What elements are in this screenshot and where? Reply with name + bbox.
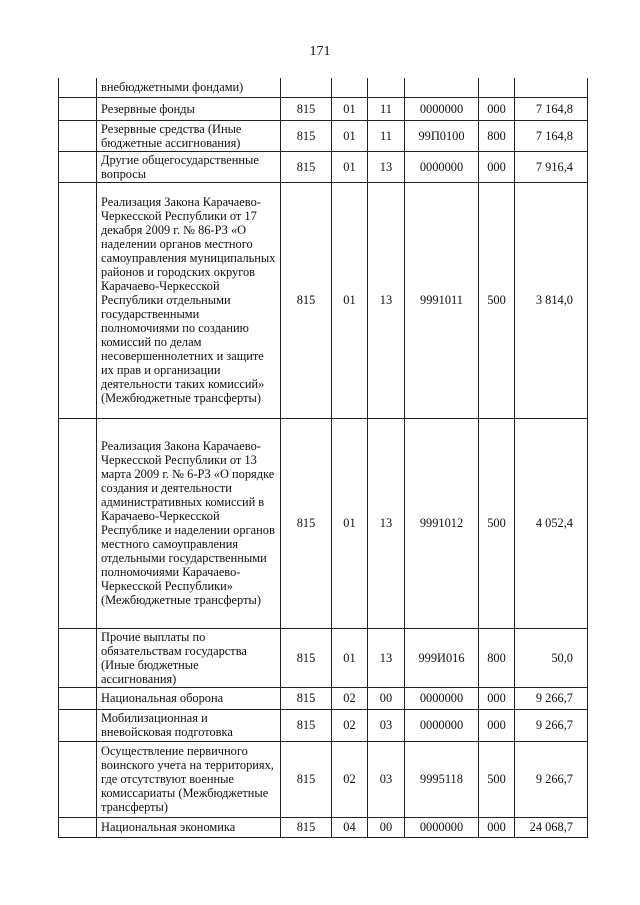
section-code: 02 — [332, 687, 368, 709]
expense-name: Резервные фонды — [97, 97, 281, 120]
ministry-code: 815 — [281, 687, 332, 709]
section-code: 01 — [332, 418, 368, 628]
amount: 7 164,8 — [515, 97, 588, 120]
expense-name: внебюджетными фондами) — [97, 78, 281, 97]
ministry-code — [281, 78, 332, 97]
amount — [515, 78, 588, 97]
ministry-code: 815 — [281, 182, 332, 418]
article-code: 0000000 — [405, 817, 479, 837]
table-row — [59, 151, 588, 182]
ministry-code: 815 — [281, 628, 332, 687]
row-number-cell — [59, 120, 97, 151]
article-code: 0000000 — [405, 709, 479, 741]
row-number-cell — [59, 97, 97, 120]
expense-name: Другие общегосударственные вопросы — [97, 151, 281, 182]
table-row — [59, 709, 588, 741]
subsection-code: 13 — [368, 418, 405, 628]
expense-type-code: 000 — [479, 687, 515, 709]
section-code: 01 — [332, 628, 368, 687]
row-number-cell — [59, 78, 97, 97]
section-code — [332, 78, 368, 97]
subsection-code: 11 — [368, 120, 405, 151]
table-row — [59, 78, 588, 97]
article-code: 9991012 — [405, 418, 479, 628]
amount: 9 266,7 — [515, 687, 588, 709]
subsection-code: 00 — [368, 687, 405, 709]
amount: 4 052,4 — [515, 418, 588, 628]
section-code: 01 — [332, 182, 368, 418]
row-number-cell — [59, 628, 97, 687]
subsection-code: 03 — [368, 741, 405, 817]
section-code: 02 — [332, 741, 368, 817]
amount: 50,0 — [515, 628, 588, 687]
amount: 7 916,4 — [515, 151, 588, 182]
amount: 7 164,8 — [515, 120, 588, 151]
expense-name: Национальная оборона — [97, 687, 281, 709]
expense-name: Национальная экономика — [97, 817, 281, 837]
table-row — [59, 687, 588, 709]
expense-type-code — [479, 78, 515, 97]
section-code: 04 — [332, 817, 368, 837]
ministry-code: 815 — [281, 741, 332, 817]
expense-type-code: 000 — [479, 817, 515, 837]
ministry-code: 815 — [281, 709, 332, 741]
row-number-cell — [59, 817, 97, 837]
subsection-code: 03 — [368, 709, 405, 741]
section-code: 01 — [332, 97, 368, 120]
subsection-code: 13 — [368, 182, 405, 418]
table-row — [59, 817, 588, 837]
section-code: 02 — [332, 709, 368, 741]
row-number-cell — [59, 741, 97, 817]
amount: 9 266,7 — [515, 709, 588, 741]
row-number-cell — [59, 709, 97, 741]
amount: 9 266,7 — [515, 741, 588, 817]
subsection-code: 13 — [368, 151, 405, 182]
section-code: 01 — [332, 151, 368, 182]
row-number-cell — [59, 418, 97, 628]
section-code: 01 — [332, 120, 368, 151]
table-row — [59, 741, 588, 817]
expense-type-code: 500 — [479, 418, 515, 628]
expense-type-code: 500 — [479, 182, 515, 418]
ministry-code: 815 — [281, 151, 332, 182]
expense-type-code: 000 — [479, 97, 515, 120]
article-code: 0000000 — [405, 151, 479, 182]
expense-type-code: 500 — [479, 741, 515, 817]
amount: 3 814,0 — [515, 182, 588, 418]
ministry-code: 815 — [281, 120, 332, 151]
article-code: 9995118 — [405, 741, 479, 817]
budget-table — [58, 78, 588, 838]
expense-type-code: 800 — [479, 120, 515, 151]
expense-type-code: 000 — [479, 151, 515, 182]
expense-name: Прочие выплаты по обязательствам государства (Иные бюджетные ассигнования) — [97, 628, 281, 687]
article-code — [405, 78, 479, 97]
ministry-code: 815 — [281, 418, 332, 628]
article-code: 0000000 — [405, 97, 479, 120]
subsection-code: 13 — [368, 628, 405, 687]
article-code: 0000000 — [405, 687, 479, 709]
table-row — [59, 120, 588, 151]
row-number-cell — [59, 687, 97, 709]
table-row — [59, 418, 588, 628]
subsection-code — [368, 78, 405, 97]
row-number-cell — [59, 151, 97, 182]
table-row — [59, 628, 588, 687]
table-row — [59, 97, 588, 120]
expense-name: Резервные средства (Иные бюджетные ассигнования) — [97, 120, 281, 151]
page-number: 171 — [309, 44, 331, 59]
expense-type-code: 800 — [479, 628, 515, 687]
ministry-code: 815 — [281, 817, 332, 837]
table-row — [59, 182, 588, 418]
expense-name: Осуществление первичного воинского учета на территориях, где отсутствуют военные комиссариаты (Межбюджетные трансферты) — [97, 741, 281, 817]
expense-type-code: 000 — [479, 709, 515, 741]
subsection-code: 11 — [368, 97, 405, 120]
row-number-cell — [59, 182, 97, 418]
article-code: 99П0100 — [405, 120, 479, 151]
expense-name: Реализация Закона Карачаево-Черкесской Республики от 17 декабря 2009 г. № 86-РЗ «О наделении органов местного самоуправления муниципальных районов и городских округов Карачаево-Черкесской Республики отдельными государственными полномочиями по созданию комиссий по делам несовершеннолетних и защите их прав и организации деятельности таких комиссий» (Межбюджетные трансферты) — [97, 182, 281, 418]
expense-name: Мобилизационная и вневойсковая подготовка — [97, 709, 281, 741]
ministry-code: 815 — [281, 97, 332, 120]
article-code: 9991011 — [405, 182, 479, 418]
article-code: 999И016 — [405, 628, 479, 687]
expense-name: Реализация Закона Карачаево-Черкесской Республики от 13 марта 2009 г. № 6-РЗ «О порядке создания и деятельности административных комиссий в Карачаево-Черкесской Республике и наделении органов местного самоуправления отдельными государственными полномочиями Карачаево-Черкесской Республики» (Межбюджетные трансферты) — [97, 418, 281, 628]
subsection-code: 00 — [368, 817, 405, 837]
amount: 24 068,7 — [515, 817, 588, 837]
